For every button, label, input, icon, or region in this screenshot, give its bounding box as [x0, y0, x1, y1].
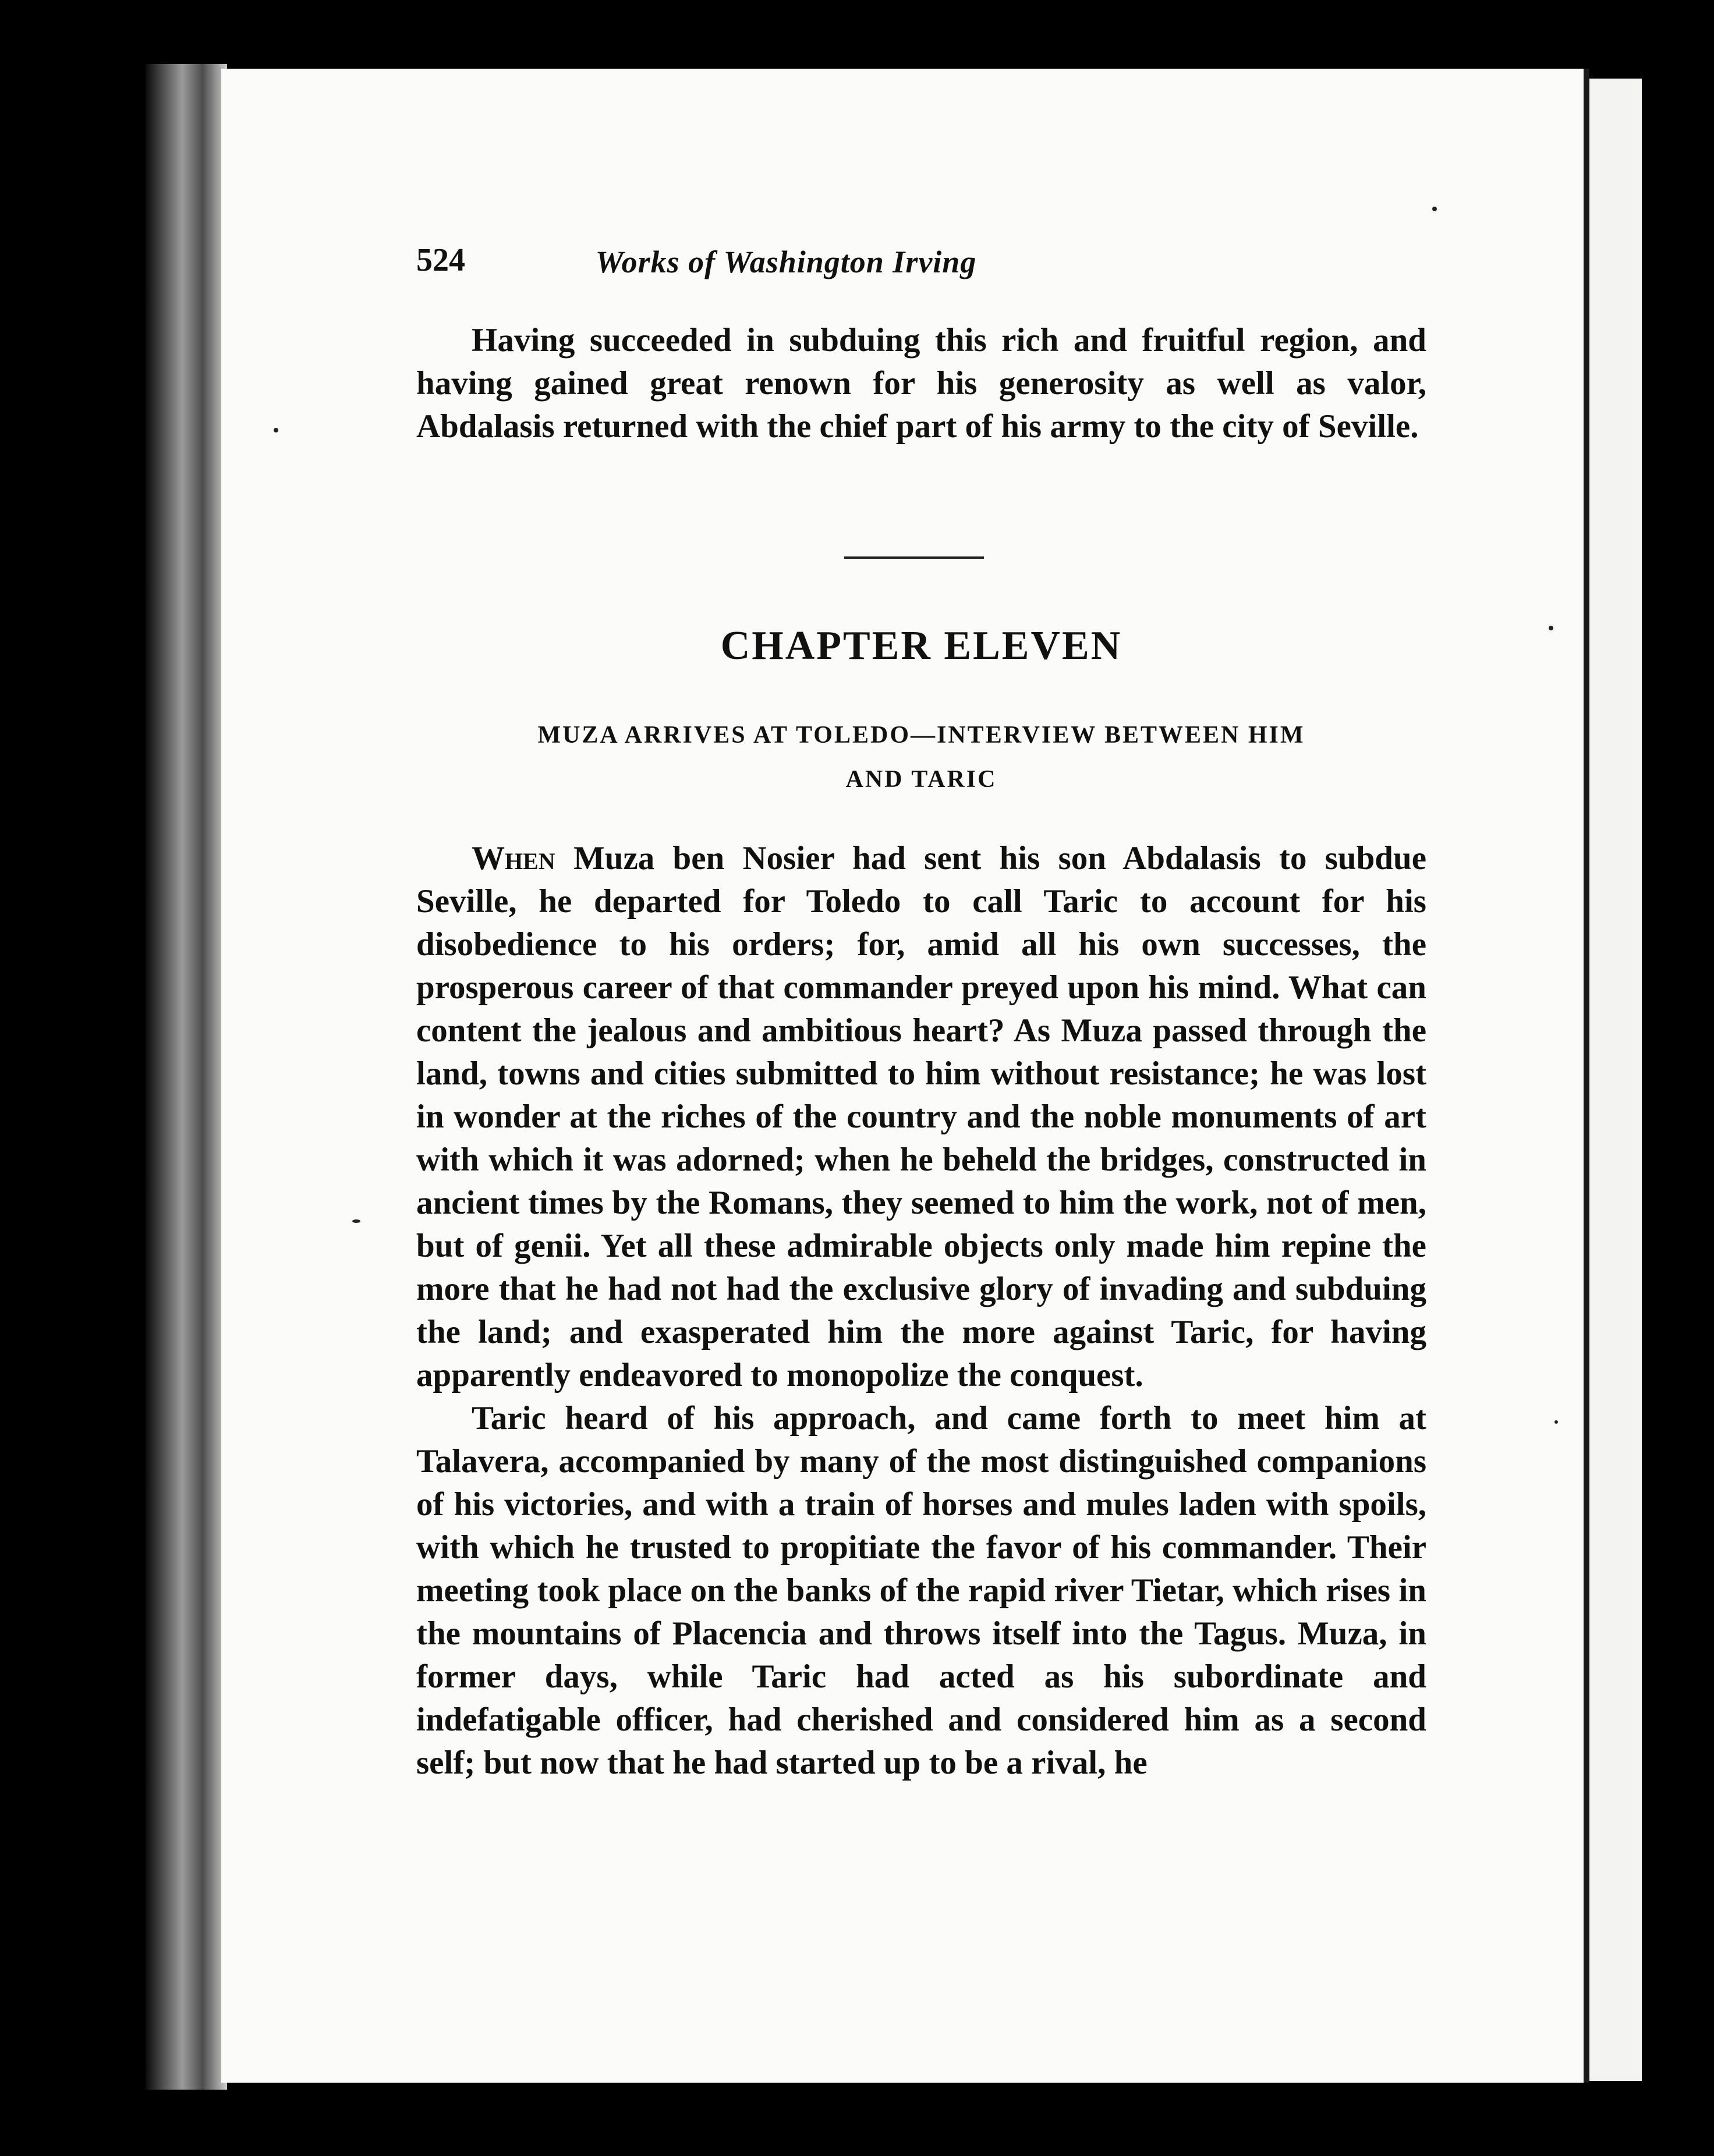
chapter-body	[416, 837, 1426, 1785]
facing-page-strip	[1589, 79, 1642, 2081]
opening-paragraph: Having succeeded in subduing this rich and fruitful region, and having gained great renown for his generosity as well as valor, Abdalasis returned with the chief part of his army to the city of Seville.	[416, 322, 1426, 445]
scan-speck	[1432, 207, 1437, 211]
running-title: Works of Washington Irving	[595, 244, 977, 279]
section-divider	[844, 556, 984, 559]
paragraph-1-text: Muza ben Nosier had sent his son Abdalasis to subdue Seville, he departed for Toledo to call Taric to account for his disobedience to his orders; for, amid all his own successes, the prosperous career of that commander preyed upon his mind. What can content the jealous and ambitious heart? As Muza passed through the land, towns and cities submitted to him without resistance; he was lost in wonder at the riches of the country and the noble monuments of art with which it was adorned; when he beheld the bridges, constructed in ancient times by the Romans, they seemed to him the work, not of men, but of genii. Yet all these admirable objects only made him repine the more that he had not had the exclusive glory of invading and subduing the land; and exasperated him the more against Taric, for having apparently endeavored to monopolize the conquest.	[416, 840, 1426, 1393]
scan-speck	[274, 428, 278, 432]
opening-text-block	[416, 319, 1426, 448]
running-header	[416, 242, 1156, 282]
scan-speck	[352, 1219, 360, 1223]
drop-word: When	[472, 840, 555, 877]
scan-speck	[1549, 626, 1553, 630]
paragraph-1	[416, 837, 1426, 1397]
chapter-subtitle	[416, 713, 1426, 802]
chapter-subtitle-line-2: AND TARIC	[845, 766, 997, 793]
chapter-title: CHAPTER ELEVEN	[720, 623, 1122, 668]
page-edge-divider	[1584, 69, 1589, 2083]
chapter-subtitle-line-1: MUZA ARRIVES AT TOLEDO—INTERVIEW BETWEEN HIM	[537, 722, 1305, 749]
paragraph-2: Taric heard of his approach, and came forth to meet him at Talavera, accompanied by many of the most distinguished companions of his victories, and with a train of horses and mules laden with spoils, with which he trusted to propitiate the favor of his commander. Their meeting took place on the banks of the rapid river Tietar, which rises in the mountains of Placencia and throws itself into the Tagus. Muza, in former days, while Taric had acted as his subordinate and indefatigable officer, had cherished and considered him as a second self; but now that he had started up to be a rival, he	[416, 1400, 1426, 1781]
scan-speck	[1554, 1420, 1558, 1424]
book-gutter-shadow	[146, 64, 227, 2090]
page-number: 524	[416, 242, 465, 278]
